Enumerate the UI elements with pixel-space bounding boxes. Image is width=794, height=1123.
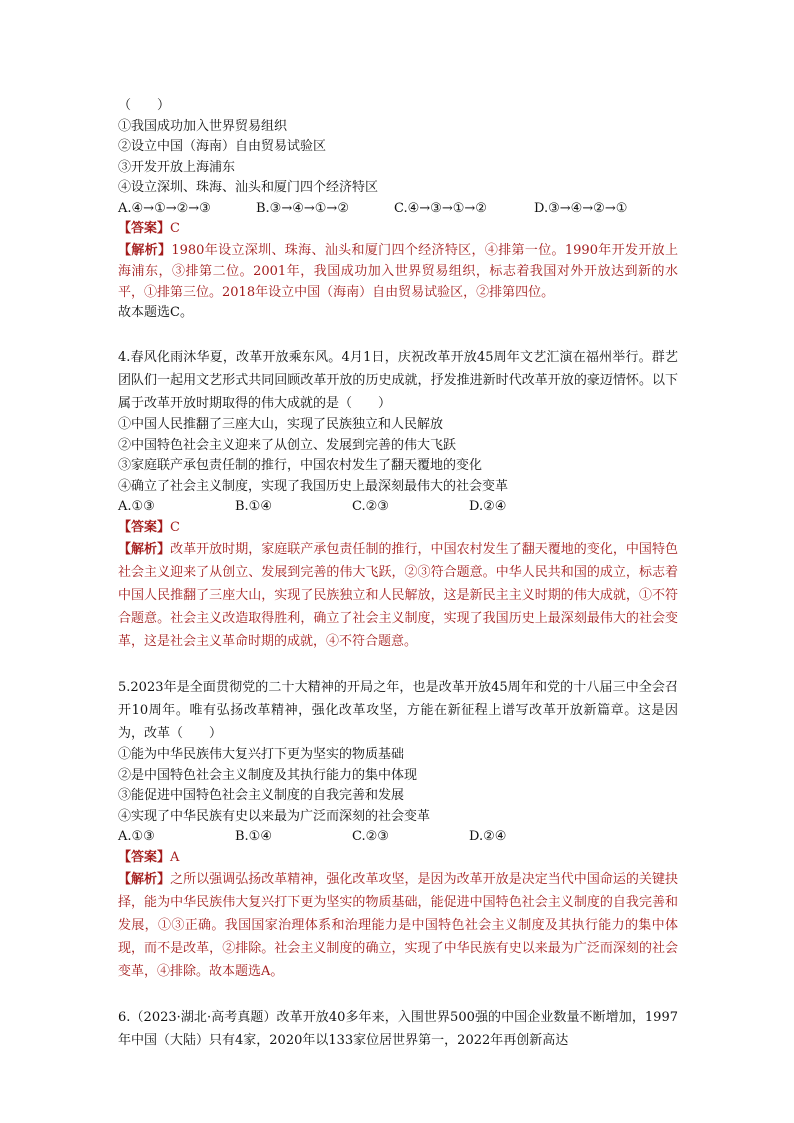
statement-1: ①我国成功加入世界贸易组织 bbox=[118, 118, 288, 134]
answer-options bbox=[118, 827, 678, 848]
question-stem: 5.2023年是全面贯彻党的二十大精神的开局之年，也是改革开放45周年和党的十八届三中全会召开10周年。唯有弘扬改革精神，强化改革攻坚，方能在新征程上谱写改革开放新篇章。这是因为，改革（ ） bbox=[118, 680, 678, 741]
analysis-text: 1980年设立深圳、珠海、汕头和厦门四个经济特区，④排第一位。1990年开发开放上海浦东，③排第二位。2001年，我国成功加入世界贸易组织，标志着我国对外开放达到新的水平，①排第三位。2018年设立中国（海南）自由贸易试验区，②排第四位。 bbox=[118, 242, 678, 300]
question-6 bbox=[118, 1006, 678, 1052]
option-a: A.①③ bbox=[118, 829, 155, 844]
option-a: A.①③ bbox=[118, 499, 155, 514]
analysis bbox=[118, 868, 678, 983]
statement-3: ③开发开放上海浦东 bbox=[118, 159, 236, 175]
question-5 bbox=[118, 676, 678, 983]
answer-label: 【答案】 bbox=[118, 849, 171, 865]
question-stem: 4.春风化雨沐华夏，改革开放乘东风。4月1日，庆祝改革开放45周年文艺汇演在福州举行。群艺团队们一起用文艺形式共同回顾改革开放的历史成就，抒发推进新时代改革开放的豪迈情怀。以下属于改革开放时期取得的伟大成就的是（ ） bbox=[118, 350, 678, 411]
answer-label: 【答案】 bbox=[118, 519, 171, 535]
analysis-label: 【解析】 bbox=[118, 542, 171, 557]
statement-1: ①中国人民推翻了三座大山，实现了民族独立和人民解放 bbox=[118, 417, 444, 432]
answer-label: 【答案】 bbox=[118, 221, 171, 236]
option-c: C.②③ bbox=[352, 499, 389, 514]
option-b: B.③→④→①→② bbox=[256, 200, 349, 216]
statement-1: ①能为中华民族伟大复兴打下更为坚实的物质基础 bbox=[118, 747, 405, 762]
statement-2: ②是中国特色社会主义制度及其执行能力的集中体现 bbox=[118, 767, 418, 783]
answer-line bbox=[118, 848, 678, 869]
document-page bbox=[118, 96, 678, 1052]
answer-line bbox=[118, 219, 678, 240]
option-b: B.①④ bbox=[235, 499, 272, 514]
conclusion: 故本题选C。 bbox=[118, 304, 193, 320]
answer-line bbox=[118, 518, 678, 539]
option-c: C.②③ bbox=[352, 829, 389, 844]
analysis-label: 【解析】 bbox=[118, 872, 171, 887]
analysis bbox=[118, 538, 678, 653]
answer-value: A bbox=[170, 849, 180, 865]
option-a: A.④→①→②→③ bbox=[118, 200, 211, 216]
statement-3: ③家庭联产承包责任制的推行，中国农村发生了翻天覆地的变化 bbox=[118, 458, 483, 473]
analysis bbox=[118, 240, 678, 303]
analysis-text: 改革开放时期，家庭联产承包责任制的推行，中国农村发生了翻天覆地的变化，中国特色社会主义迎来了从创立、发展到完善的伟大飞跃，②③符合题意。中华人民共和国的成立，标志着中国人民推翻了三座大山，实现了民族独立和人民解放，这是新民主主义时期的伟大成就，①不符合题意。社会主义改造取得胜利，确立了社会主义制度，实现了我国历史上最深刻最伟大的社会变革，这是社会主义革命时期的成就，④不符合题意。 bbox=[118, 542, 678, 649]
answer-options bbox=[118, 497, 678, 518]
answer-value: C bbox=[170, 519, 180, 535]
statement-4: ④确立了社会主义制度，实现了我国历史上最深刻最伟大的社会变革 bbox=[118, 478, 509, 494]
statement-3: ③能促进中国特色社会主义制度的自我完善和发展 bbox=[118, 788, 405, 803]
analysis-label: 【解析】 bbox=[118, 242, 172, 258]
statement-2: ②中国特色社会主义迎来了从创立、发展到完善的伟大飞跃 bbox=[118, 437, 457, 453]
option-d: D.③→④→②→① bbox=[534, 200, 628, 216]
option-d: D.②④ bbox=[469, 829, 507, 844]
option-c: C.④→③→①→② bbox=[394, 200, 487, 216]
statement-4: ④设立深圳、珠海、汕头和厦门四个经济特区 bbox=[118, 180, 379, 195]
question-3 bbox=[118, 96, 678, 323]
statement-2: ②设立中国（海南）自由贸易试验区 bbox=[118, 139, 327, 154]
question-bracket: （ ） bbox=[118, 98, 171, 113]
analysis-text: 之所以强调弘扬改革精神，强化改革攻坚，是因为改革开放是决定当代中国命运的关键抉择，能为中华民族伟大复兴打下更为坚实的物质基础，能促进中国特色社会主义制度的自我完善和发展，①③正确。我国国家治理体系和治理能力是中国特色社会主义制度及其执行能力的集中体现，而不是改革，②排除。社会主义制度的确立，实现了中华民族有史以来最为广泛而深刻的社会变革，④排除。故本题选A。 bbox=[118, 872, 678, 979]
question-4 bbox=[118, 346, 678, 653]
answer-options bbox=[118, 199, 678, 220]
option-b: B.①④ bbox=[235, 829, 272, 844]
question-stem: 6.（2023·湖北·高考真题）改革开放40多年来，入围世界500强的中国企业数量不断增加，1997年中国（大陆）只有4家，2020年以133家位居世界第一，2022年再创新高达 bbox=[118, 1010, 678, 1048]
option-d: D.②④ bbox=[469, 499, 507, 514]
statement-4: ④实现了中华民族有史以来最为广泛而深刻的社会变革 bbox=[118, 808, 431, 824]
answer-value: C bbox=[170, 221, 180, 236]
